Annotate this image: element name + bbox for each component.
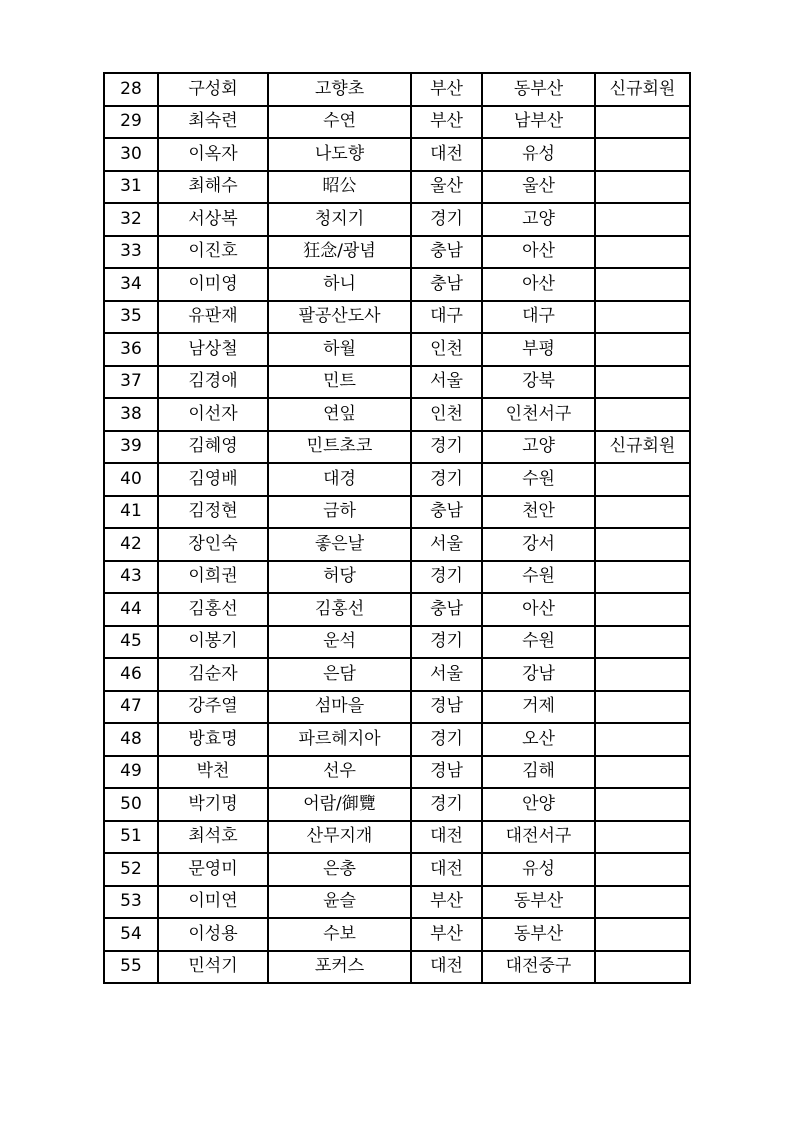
cell-area: 동부산 (482, 918, 595, 951)
cell-note (595, 658, 690, 691)
cell-area: 거제 (482, 691, 595, 724)
cell-nickname: 민트 (268, 366, 411, 399)
cell-area: 아산 (482, 593, 595, 626)
cell-nickname: 파르헤지아 (268, 723, 411, 756)
cell-region: 대전 (411, 951, 482, 984)
cell-nickname: 허당 (268, 561, 411, 594)
cell-area: 강서 (482, 528, 595, 561)
cell-name: 이성용 (158, 918, 268, 951)
cell-region: 울산 (411, 171, 482, 204)
cell-name: 구성회 (158, 73, 268, 106)
cell-nickname: 윤슬 (268, 886, 411, 919)
cell-region: 경남 (411, 691, 482, 724)
table-row (104, 918, 690, 951)
cell-nickname: 청지기 (268, 203, 411, 236)
cell-number: 33 (104, 236, 158, 269)
cell-area: 인천서구 (482, 398, 595, 431)
cell-area: 천안 (482, 496, 595, 529)
cell-number: 44 (104, 593, 158, 626)
cell-number: 54 (104, 918, 158, 951)
table-row (104, 138, 690, 171)
cell-note (595, 236, 690, 269)
cell-note (595, 138, 690, 171)
table-row (104, 73, 690, 106)
cell-name: 김혜영 (158, 431, 268, 464)
cell-note (595, 821, 690, 854)
cell-area: 수원 (482, 463, 595, 496)
cell-note (595, 593, 690, 626)
cell-nickname: 팔공산도사 (268, 301, 411, 334)
cell-area: 동부산 (482, 73, 595, 106)
cell-area: 대전중구 (482, 951, 595, 984)
cell-region: 경기 (411, 561, 482, 594)
cell-note (595, 398, 690, 431)
cell-number: 45 (104, 626, 158, 659)
table-row (104, 756, 690, 789)
member-roster-table (103, 72, 691, 984)
cell-note (595, 366, 690, 399)
cell-area: 강북 (482, 366, 595, 399)
cell-name: 김홍선 (158, 593, 268, 626)
table-row (104, 236, 690, 269)
cell-note (595, 723, 690, 756)
cell-note (595, 918, 690, 951)
cell-name: 방효명 (158, 723, 268, 756)
cell-region: 대전 (411, 821, 482, 854)
table-row (104, 821, 690, 854)
table-row (104, 658, 690, 691)
cell-number: 35 (104, 301, 158, 334)
cell-region: 경기 (411, 788, 482, 821)
cell-area: 김해 (482, 756, 595, 789)
cell-nickname: 하월 (268, 333, 411, 366)
table-row (104, 203, 690, 236)
cell-nickname: 수연 (268, 106, 411, 139)
cell-area: 남부산 (482, 106, 595, 139)
cell-number: 30 (104, 138, 158, 171)
cell-region: 인천 (411, 333, 482, 366)
cell-region: 대구 (411, 301, 482, 334)
cell-note (595, 691, 690, 724)
cell-name: 최해수 (158, 171, 268, 204)
table-row (104, 496, 690, 529)
cell-name: 이희권 (158, 561, 268, 594)
table-row (104, 626, 690, 659)
cell-nickname: 선우 (268, 756, 411, 789)
table-row (104, 853, 690, 886)
cell-nickname: 김홍선 (268, 593, 411, 626)
cell-number: 40 (104, 463, 158, 496)
cell-name: 박천 (158, 756, 268, 789)
cell-name: 남상철 (158, 333, 268, 366)
table-row (104, 886, 690, 919)
cell-name: 이미연 (158, 886, 268, 919)
table-row (104, 691, 690, 724)
cell-number: 47 (104, 691, 158, 724)
cell-region: 경기 (411, 626, 482, 659)
table-row (104, 301, 690, 334)
cell-name: 김순자 (158, 658, 268, 691)
cell-number: 41 (104, 496, 158, 529)
table-row (104, 171, 690, 204)
cell-number: 50 (104, 788, 158, 821)
cell-note (595, 951, 690, 984)
table-row (104, 106, 690, 139)
cell-region: 충남 (411, 268, 482, 301)
cell-nickname: 금하 (268, 496, 411, 529)
cell-area: 오산 (482, 723, 595, 756)
cell-area: 대전서구 (482, 821, 595, 854)
cell-name: 유판재 (158, 301, 268, 334)
cell-nickname: 수보 (268, 918, 411, 951)
cell-nickname: 은담 (268, 658, 411, 691)
cell-name: 강주열 (158, 691, 268, 724)
cell-nickname: 狂念/광념 (268, 236, 411, 269)
cell-note (595, 301, 690, 334)
roster-body (104, 73, 690, 983)
cell-region: 경기 (411, 723, 482, 756)
cell-area: 동부산 (482, 886, 595, 919)
cell-name: 이진호 (158, 236, 268, 269)
cell-area: 아산 (482, 236, 595, 269)
cell-region: 경기 (411, 463, 482, 496)
cell-area: 강남 (482, 658, 595, 691)
table-row (104, 723, 690, 756)
cell-nickname: 昭公 (268, 171, 411, 204)
cell-region: 서울 (411, 658, 482, 691)
cell-name: 김정현 (158, 496, 268, 529)
cell-area: 고양 (482, 203, 595, 236)
cell-number: 53 (104, 886, 158, 919)
cell-note (595, 333, 690, 366)
cell-note: 신규회원 (595, 431, 690, 464)
cell-note (595, 626, 690, 659)
cell-area: 안양 (482, 788, 595, 821)
cell-nickname: 운석 (268, 626, 411, 659)
table-row (104, 431, 690, 464)
cell-note (595, 203, 690, 236)
cell-number: 38 (104, 398, 158, 431)
table-row (104, 333, 690, 366)
cell-number: 36 (104, 333, 158, 366)
cell-nickname: 민트초코 (268, 431, 411, 464)
cell-name: 박기명 (158, 788, 268, 821)
cell-number: 46 (104, 658, 158, 691)
cell-region: 충남 (411, 236, 482, 269)
cell-region: 대전 (411, 138, 482, 171)
cell-name: 민석기 (158, 951, 268, 984)
cell-nickname: 좋은날 (268, 528, 411, 561)
cell-note (595, 886, 690, 919)
cell-region: 인천 (411, 398, 482, 431)
cell-note: 신규회원 (595, 73, 690, 106)
cell-nickname: 섬마을 (268, 691, 411, 724)
table-row (104, 398, 690, 431)
cell-region: 대전 (411, 853, 482, 886)
cell-name: 문영미 (158, 853, 268, 886)
cell-name: 김경애 (158, 366, 268, 399)
cell-area: 유성 (482, 853, 595, 886)
cell-number: 52 (104, 853, 158, 886)
cell-number: 32 (104, 203, 158, 236)
cell-area: 수원 (482, 561, 595, 594)
cell-region: 부산 (411, 886, 482, 919)
cell-region: 경기 (411, 203, 482, 236)
cell-nickname: 은총 (268, 853, 411, 886)
cell-note (595, 853, 690, 886)
cell-region: 부산 (411, 918, 482, 951)
table-row (104, 593, 690, 626)
cell-area: 대구 (482, 301, 595, 334)
cell-number: 31 (104, 171, 158, 204)
cell-number: 49 (104, 756, 158, 789)
table-row (104, 268, 690, 301)
cell-region: 경기 (411, 431, 482, 464)
cell-name: 이선자 (158, 398, 268, 431)
cell-nickname: 하니 (268, 268, 411, 301)
cell-name: 이봉기 (158, 626, 268, 659)
cell-name: 이옥자 (158, 138, 268, 171)
table-row (104, 528, 690, 561)
table-row (104, 788, 690, 821)
cell-nickname: 산무지개 (268, 821, 411, 854)
cell-nickname: 연잎 (268, 398, 411, 431)
cell-note (595, 496, 690, 529)
cell-area: 부평 (482, 333, 595, 366)
cell-name: 최숙련 (158, 106, 268, 139)
cell-note (595, 171, 690, 204)
cell-number: 37 (104, 366, 158, 399)
cell-region: 충남 (411, 496, 482, 529)
cell-region: 서울 (411, 366, 482, 399)
table-row (104, 463, 690, 496)
cell-area: 아산 (482, 268, 595, 301)
cell-name: 이미영 (158, 268, 268, 301)
cell-nickname: 포커스 (268, 951, 411, 984)
table-row (104, 561, 690, 594)
cell-region: 서울 (411, 528, 482, 561)
cell-note (595, 561, 690, 594)
cell-number: 42 (104, 528, 158, 561)
cell-note (595, 106, 690, 139)
cell-name: 서상복 (158, 203, 268, 236)
cell-note (595, 268, 690, 301)
cell-region: 부산 (411, 73, 482, 106)
cell-region: 충남 (411, 593, 482, 626)
table-row (104, 366, 690, 399)
cell-note (595, 756, 690, 789)
cell-number: 55 (104, 951, 158, 984)
cell-region: 경남 (411, 756, 482, 789)
cell-name: 김영배 (158, 463, 268, 496)
cell-note (595, 463, 690, 496)
cell-nickname: 대경 (268, 463, 411, 496)
cell-area: 고양 (482, 431, 595, 464)
cell-note (595, 528, 690, 561)
cell-note (595, 788, 690, 821)
cell-nickname: 나도향 (268, 138, 411, 171)
cell-area: 유성 (482, 138, 595, 171)
cell-nickname: 고향초 (268, 73, 411, 106)
cell-number: 28 (104, 73, 158, 106)
cell-area: 울산 (482, 171, 595, 204)
cell-number: 43 (104, 561, 158, 594)
cell-number: 34 (104, 268, 158, 301)
cell-name: 최석호 (158, 821, 268, 854)
cell-nickname: 어람/御覽 (268, 788, 411, 821)
cell-number: 51 (104, 821, 158, 854)
cell-region: 부산 (411, 106, 482, 139)
cell-number: 48 (104, 723, 158, 756)
cell-number: 39 (104, 431, 158, 464)
cell-area: 수원 (482, 626, 595, 659)
table-row (104, 951, 690, 984)
cell-name: 장인숙 (158, 528, 268, 561)
cell-number: 29 (104, 106, 158, 139)
